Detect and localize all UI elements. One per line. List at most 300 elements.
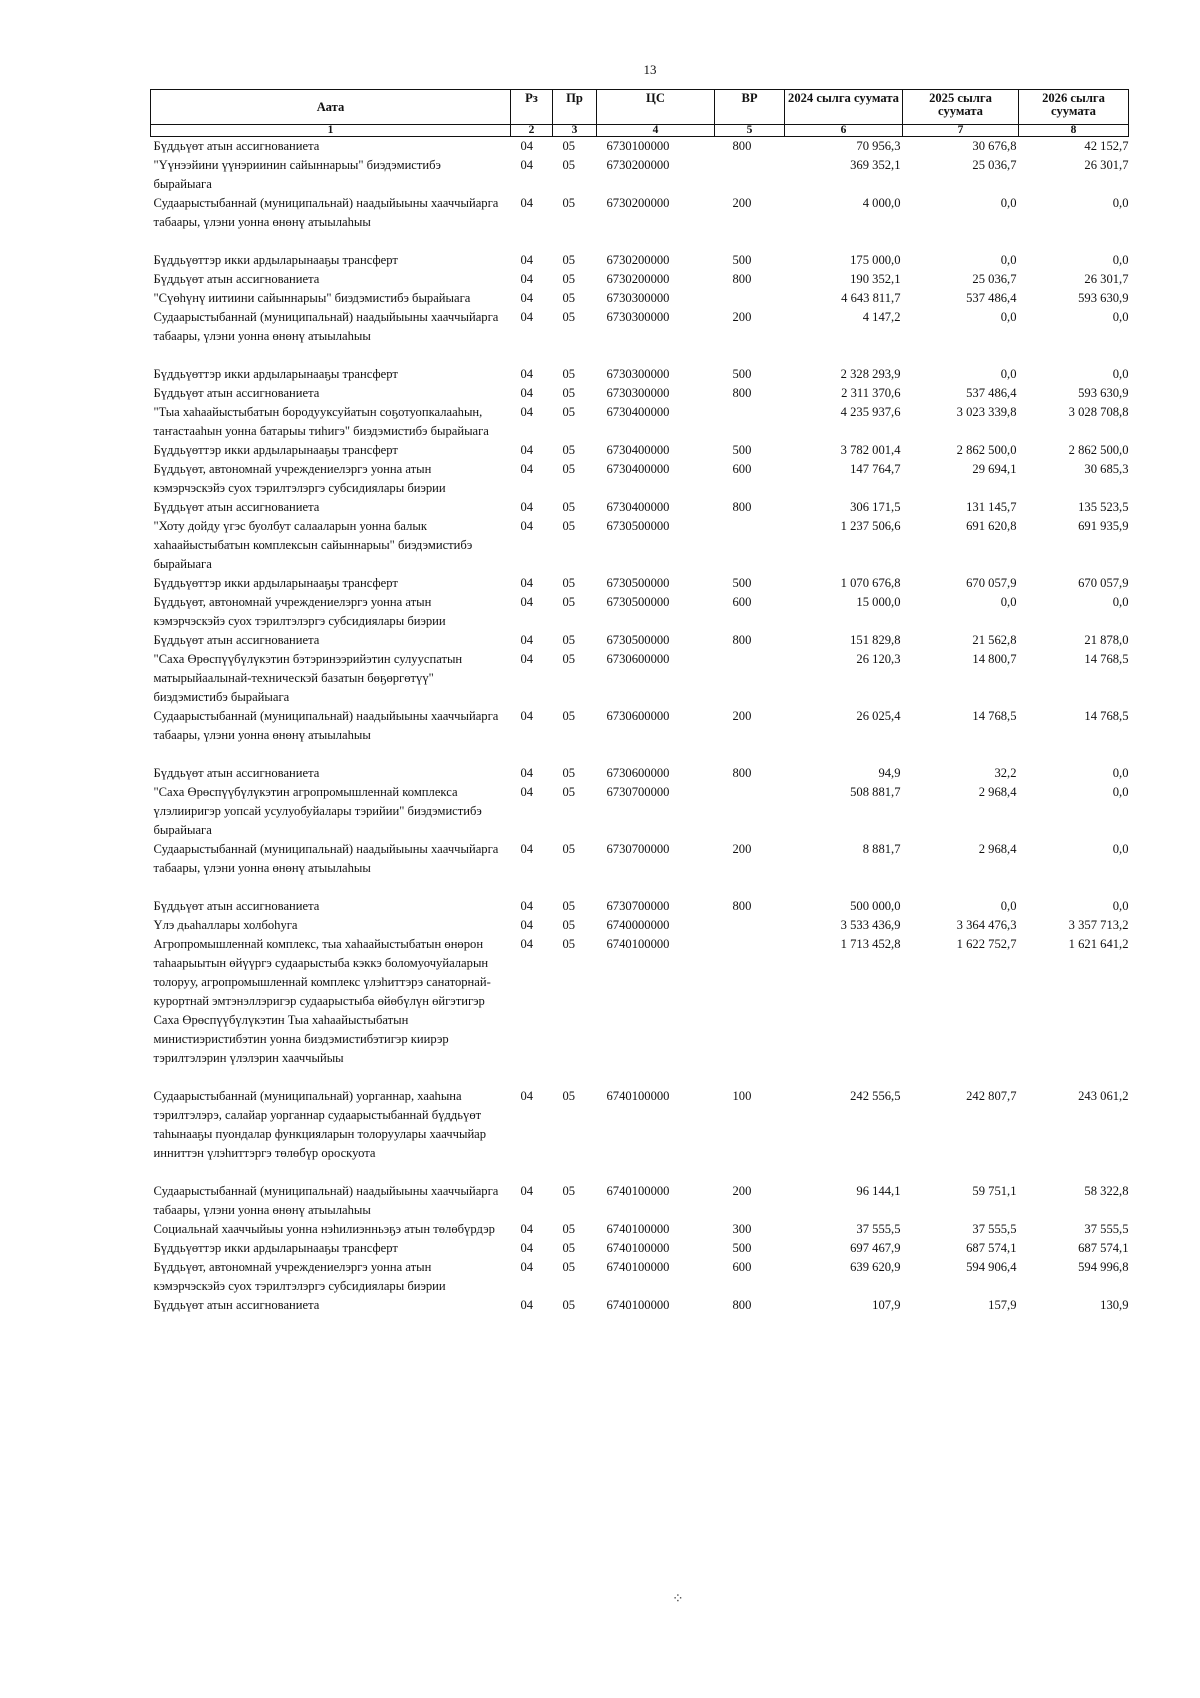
cell-rz: 04	[520, 158, 534, 172]
cell-2024: 4 235 937,6	[840, 405, 901, 419]
cell-2026: 37 555,5	[1084, 1222, 1129, 1236]
cell-2026: 135 523,5	[1078, 500, 1129, 514]
cell-pr: 05	[562, 139, 576, 153]
cell-vr: 200	[732, 1184, 752, 1198]
cell-name: "Сүөhүнү иитиини сайыннарыы" биэдэмистибэ бырайыага	[153, 291, 471, 305]
cell-cs: 6740000000	[606, 918, 670, 932]
cell-name: "Үүнээйини үүнэриинин сайыннарыы" биэдэмистибэ бырайыага	[153, 158, 441, 191]
cell-2025: 3 364 476,3	[956, 918, 1017, 932]
cell-vr: 500	[732, 253, 752, 267]
cell-2025: 14 800,7	[972, 652, 1017, 666]
cell-2026: 670 057,9	[1078, 576, 1129, 590]
table-row	[151, 707, 1129, 764]
cell-rz: 04	[520, 937, 534, 951]
column-header-2026: 2026 сылга суумата	[1019, 90, 1129, 125]
table-row	[151, 574, 1129, 593]
cell-vr: 800	[732, 1298, 752, 1312]
cell-rz: 04	[520, 386, 534, 400]
cell-vr: 800	[732, 633, 752, 647]
cell-rz: 04	[520, 1298, 534, 1312]
cell-vr	[715, 156, 785, 194]
table-row	[151, 137, 1129, 157]
cell-vr: 800	[732, 272, 752, 286]
table-row	[151, 289, 1129, 308]
cell-rz: 04	[520, 139, 534, 153]
cell-rz: 04	[520, 1260, 534, 1274]
cell-pr: 05	[562, 291, 576, 305]
cell-2024: 2 328 293,9	[840, 367, 901, 381]
cell-vr: 800	[732, 899, 752, 913]
cell-vr: 200	[732, 709, 752, 723]
cell-rz: 04	[520, 500, 534, 514]
cell-rz: 04	[520, 766, 534, 780]
table-row	[151, 1087, 1129, 1182]
cell-name: Бүддьүөт атын ассигнованиета	[153, 1298, 320, 1312]
column-header-vr: ВР	[715, 90, 785, 125]
cell-name: Бүддьүөт, автономнай учреждениелэргэ уонна атын кэмэрчэскэйэ суох тэрилтэлэргэ субсидиялары биэрии	[153, 595, 446, 628]
cell-name: "Саха Өрөспүүбүлүкэтин агропромышленнай комплекса үлэлииригэр уопсай усулуобуйалары тэрийии" биэдэмистибэ бырайыага	[153, 785, 482, 837]
cell-rz: 04	[520, 443, 534, 457]
column-header-cs: ЦС	[597, 90, 715, 125]
cell-pr: 05	[562, 576, 576, 590]
cell-2026: 0,0	[1112, 766, 1129, 780]
cell-rz: 04	[520, 405, 534, 419]
cell-2026: 14 768,5	[1084, 652, 1129, 666]
table-row	[151, 631, 1129, 650]
cell-2025: 14 768,5	[972, 709, 1017, 723]
cell-rz: 04	[520, 291, 534, 305]
cell-cs: 6730500000	[606, 633, 670, 647]
table-row	[151, 593, 1129, 631]
cell-2026: 0,0	[1112, 253, 1129, 267]
cell-vr	[715, 916, 785, 935]
column-header-name: Аата	[151, 90, 511, 125]
cell-vr: 200	[732, 842, 752, 856]
cell-2025: 2 862 500,0	[956, 443, 1017, 457]
cell-pr: 05	[562, 1298, 576, 1312]
cell-rz: 04	[520, 785, 534, 799]
cell-2025: 537 486,4	[966, 291, 1017, 305]
cell-rz: 04	[520, 842, 534, 856]
cell-vr	[715, 935, 785, 1087]
cell-vr	[715, 517, 785, 574]
cell-name: Бүддьүөт атын ассигнованиета	[153, 386, 320, 400]
cell-name: Бүддьүөт атын ассигнованиета	[153, 272, 320, 286]
table-row	[151, 935, 1129, 1087]
cell-cs: 6730200000	[606, 196, 670, 210]
cell-2025: 59 751,1	[972, 1184, 1017, 1198]
cell-2026: 3 357 713,2	[1068, 918, 1129, 932]
cell-cs: 6730100000	[606, 139, 670, 153]
cell-2026: 687 574,1	[1078, 1241, 1129, 1255]
cell-2024: 4 643 811,7	[841, 291, 901, 305]
cell-cs: 6740100000	[606, 1222, 670, 1236]
cell-2026: 26 301,7	[1084, 272, 1129, 286]
cell-2026: 0,0	[1112, 367, 1129, 381]
table-row	[151, 764, 1129, 783]
cell-vr: 200	[732, 310, 752, 324]
cell-pr: 05	[562, 1184, 576, 1198]
cell-rz: 04	[520, 310, 534, 324]
cell-name: Бүддьүөттэр икки ардыларынааҕы трансферт	[153, 576, 398, 590]
cell-2026: 243 061,2	[1078, 1089, 1129, 1103]
cell-2026: 0,0	[1112, 899, 1129, 913]
cell-pr: 05	[562, 785, 576, 799]
cell-pr: 05	[562, 405, 576, 419]
cell-name: Бүддьүөттэр икки ардыларынааҕы трансферт	[153, 443, 398, 457]
cell-2025: 29 694,1	[972, 462, 1017, 476]
cell-2026: 26 301,7	[1084, 158, 1129, 172]
cell-pr: 05	[562, 500, 576, 514]
column-number-row	[151, 125, 1129, 137]
budget-document	[150, 89, 1128, 1315]
cell-pr: 05	[562, 253, 576, 267]
cell-vr: 800	[732, 386, 752, 400]
cell-2026: 0,0	[1112, 785, 1129, 799]
cell-cs: 6730300000	[606, 310, 670, 324]
cell-rz: 04	[520, 1222, 534, 1236]
cell-pr: 05	[562, 595, 576, 609]
cell-name: Судаарыстыбаннай (муниципальнай) наадыйыыны хааччыйарга табаары, үлэни уонна өнөнү атыылаhыы	[153, 842, 499, 875]
cell-2025: 25 036,7	[972, 158, 1017, 172]
cell-2024: 70 956,3	[856, 139, 901, 153]
cell-name: Бүддьүөт атын ассигнованиета	[153, 500, 320, 514]
cell-vr: 200	[732, 196, 752, 210]
cell-name: Судаарыстыбаннай (муниципальнай) наадыйыыны хааччыйарга табаары, үлэни уонна өнөнү атыылаhыы	[153, 1184, 499, 1217]
table-header-row	[151, 90, 1129, 125]
cell-vr: 600	[732, 462, 752, 476]
cell-pr: 05	[562, 633, 576, 647]
cell-cs: 6730400000	[606, 443, 670, 457]
cell-name: Бүддьүөттэр икки ардыларынааҕы трансферт	[153, 367, 398, 381]
cell-name: Бүддьүөт, автономнай учреждениелэргэ уонна атын кэмэрчэскэйэ суох тэрилтэлэргэ субсидиялары биэрии	[153, 462, 446, 495]
cell-cs: 6740100000	[606, 1184, 670, 1198]
cell-2025: 242 807,7	[966, 1089, 1017, 1103]
cell-2025: 0,0	[1000, 310, 1017, 324]
cell-rz: 04	[520, 272, 534, 286]
cell-2024: 697 467,9	[850, 1241, 901, 1255]
cell-2026: 42 152,7	[1084, 139, 1129, 153]
cell-rz: 04	[520, 1184, 534, 1198]
cell-pr: 05	[562, 1089, 576, 1103]
cell-rz: 04	[520, 462, 534, 476]
cell-vr: 500	[732, 1241, 752, 1255]
column-number: 1	[151, 125, 511, 137]
cell-vr: 100	[732, 1089, 752, 1103]
cell-pr: 05	[562, 766, 576, 780]
cell-name: Агропромышленнай комплекс, тыа хаhаайыстыбатын өнөрон таhаарыытын өйүүргэ судаарыстыба кэккэ боломуочуйаларын толоруу, агропромышленнай комплекс үлэhиттэрэ санаторнай-курортнай эмтэнэллэригэр судаарыстыба өйөбүлүн өйгэтигэр Саха Өрөспүүбүлүкэтин Тыа хаhаайыстыбатын министиэристибэтин уонна биэдэмистибэтигэр киирэр тэрилтэлэрин үлэлэрин хааччыйыы	[153, 937, 491, 1065]
cell-pr: 05	[562, 842, 576, 856]
cell-vr: 600	[732, 1260, 752, 1274]
cell-2026: 0,0	[1112, 196, 1129, 210]
cell-2024: 639 620,9	[850, 1260, 901, 1274]
cell-cs: 6730500000	[606, 519, 670, 533]
table-row	[151, 194, 1129, 251]
cell-2026: 2 862 500,0	[1068, 443, 1129, 457]
cell-2025: 537 486,4	[966, 386, 1017, 400]
page-number: 13	[643, 62, 657, 77]
cell-cs: 6730500000	[606, 595, 670, 609]
cell-rz: 04	[520, 1089, 534, 1103]
cell-vr: 500	[732, 443, 752, 457]
cell-vr	[715, 650, 785, 707]
cell-2024: 175 000,0	[850, 253, 901, 267]
table-row	[151, 1239, 1129, 1258]
cell-cs: 6730300000	[606, 291, 670, 305]
cell-vr: 500	[732, 367, 752, 381]
cell-2025: 37 555,5	[972, 1222, 1017, 1236]
cell-2024: 508 881,7	[850, 785, 901, 799]
cell-2024: 369 352,1	[850, 158, 901, 172]
cell-vr	[715, 783, 785, 840]
cell-pr: 05	[562, 386, 576, 400]
cell-2025: 691 620,8	[966, 519, 1017, 533]
cell-2024: 37 555,5	[856, 1222, 901, 1236]
cell-pr: 05	[562, 272, 576, 286]
cell-pr: 05	[562, 196, 576, 210]
cell-vr: 800	[732, 500, 752, 514]
cell-2026: 593 630,9	[1078, 386, 1129, 400]
cell-2024: 2 311 370,6	[841, 386, 901, 400]
cell-2026: 14 768,5	[1084, 709, 1129, 723]
column-number: 8	[1019, 125, 1129, 137]
cell-name: Социальнай хааччыйыы уонна нэhилиэнньэҕэ атын төлөбүрдэр	[153, 1222, 495, 1236]
cell-vr: 600	[732, 595, 752, 609]
column-number: 5	[715, 125, 785, 137]
cell-2024: 107,9	[872, 1298, 901, 1312]
cell-name: Бүддьүөттэр икки ардыларынааҕы трансферт	[153, 253, 398, 267]
cell-pr: 05	[562, 367, 576, 381]
cell-cs: 6730700000	[606, 842, 670, 856]
table-body	[151, 137, 1129, 1316]
cell-cs: 6740100000	[606, 937, 670, 951]
cell-pr: 05	[562, 899, 576, 913]
cell-cs: 6740100000	[606, 1241, 670, 1255]
cell-rz: 04	[520, 519, 534, 533]
cell-pr: 05	[562, 1222, 576, 1236]
cell-rz: 04	[520, 709, 534, 723]
cell-pr: 05	[562, 1260, 576, 1274]
cell-2024: 151 829,8	[850, 633, 901, 647]
table-row	[151, 916, 1129, 935]
table-row	[151, 1220, 1129, 1239]
cell-2024: 15 000,0	[856, 595, 901, 609]
column-header-2025: 2025 сылга суумата	[903, 90, 1019, 125]
column-number: 2	[511, 125, 553, 137]
cell-2024: 8 881,7	[862, 842, 901, 856]
cell-2025: 2 968,4	[978, 842, 1017, 856]
cell-2025: 32,2	[994, 766, 1017, 780]
cell-2026: 593 630,9	[1078, 291, 1129, 305]
cell-name: Судаарыстыбаннай (муниципальнай) наадыйыыны хааччыйарга табаары, үлэни уонна өнөнү атыылаhыы	[153, 196, 499, 229]
cell-2024: 190 352,1	[850, 272, 901, 286]
cell-name: "Саха Өрөспүүбүлүкэтин бэтэринээрийэтин сулууспатын матырыйаалынай-техническэй базатын бөҕөргөтүү" биэдэмистибэ бырайыага	[153, 652, 463, 704]
cell-cs: 6730700000	[606, 899, 670, 913]
column-number: 7	[903, 125, 1019, 137]
cell-cs: 6730300000	[606, 386, 670, 400]
table-row	[151, 156, 1129, 194]
cell-cs: 6730600000	[606, 652, 670, 666]
table-row	[151, 783, 1129, 840]
cell-2024: 306 171,5	[850, 500, 901, 514]
table-row	[151, 441, 1129, 460]
cell-vr	[715, 289, 785, 308]
cell-cs: 6730700000	[606, 785, 670, 799]
column-header-rz: Рз	[511, 90, 553, 125]
cell-name: "Хоту дойду үгэс буолбут салааларын уонна балык хаhаайыстыбатын комплексын сайыннарыы" биэдэмистибэ бырайыага	[153, 519, 473, 571]
cell-name: Бүддьүөт атын ассигнованиета	[153, 899, 320, 913]
cell-2025: 25 036,7	[972, 272, 1017, 286]
cell-rz: 04	[520, 652, 534, 666]
cell-2025: 131 145,7	[966, 500, 1017, 514]
cell-2025: 3 023 339,8	[956, 405, 1017, 419]
cell-cs: 6730400000	[606, 500, 670, 514]
cell-rz: 04	[520, 633, 534, 647]
cell-2024: 1 070 676,8	[840, 576, 901, 590]
table-row	[151, 308, 1129, 365]
cell-2024: 1 713 452,8	[840, 937, 901, 951]
cell-cs: 6730200000	[606, 158, 670, 172]
cell-rz: 04	[520, 1241, 534, 1255]
cell-name: "Тыа хаhаайыстыбатын бородууксуйатын соҕотуопкалааhын, таҥастааhын уонна батарыы тиhигэ" биэдэмистибэ бырайыага	[153, 405, 489, 438]
cell-cs: 6730300000	[606, 367, 670, 381]
cell-pr: 05	[562, 158, 576, 172]
cell-2026: 594 996,8	[1078, 1260, 1129, 1274]
cell-rz: 04	[520, 367, 534, 381]
cell-2026: 58 322,8	[1084, 1184, 1129, 1198]
cell-pr: 05	[562, 1241, 576, 1255]
cell-pr: 05	[562, 443, 576, 457]
cell-pr: 05	[562, 652, 576, 666]
table-row	[151, 1182, 1129, 1220]
cell-name: Үлэ дьаhаллары холбоhуга	[153, 918, 298, 932]
cell-cs: 6740100000	[606, 1089, 670, 1103]
cell-2025: 21 562,8	[972, 633, 1017, 647]
cell-rz: 04	[520, 576, 534, 590]
table-row	[151, 517, 1129, 574]
cell-2025: 670 057,9	[966, 576, 1017, 590]
cell-cs: 6730600000	[606, 709, 670, 723]
cell-name: Бүддьүөт атын ассигнованиета	[153, 766, 320, 780]
cell-2024: 3 533 436,9	[840, 918, 901, 932]
cell-name: Судаарыстыбаннай (муниципальнай) уорганнар, хааhына тэрилтэлэрэ, салайар уорганнар судаарыстыбаннай бүддьүөт таhынааҕы пуондалар функцияларын толоруулары хааччыйар инниттэн үлэhиттэргэ төлөбүр ороскуота	[153, 1089, 487, 1160]
table-row	[151, 897, 1129, 916]
cell-cs: 6730600000	[606, 766, 670, 780]
cell-2024: 4 000,0	[862, 196, 901, 210]
cell-2024: 94,9	[878, 766, 901, 780]
cell-name: Бүддьүөт атын ассигнованиета	[153, 139, 320, 153]
cell-2024: 1 237 506,6	[840, 519, 901, 533]
column-number: 6	[785, 125, 903, 137]
cell-cs: 6730200000	[606, 272, 670, 286]
cell-pr: 05	[562, 519, 576, 533]
cell-2025: 687 574,1	[966, 1241, 1017, 1255]
cell-vr: 800	[732, 766, 752, 780]
cell-pr: 05	[562, 918, 576, 932]
cell-pr: 05	[562, 310, 576, 324]
cell-2025: 0,0	[1000, 367, 1017, 381]
cell-2026: 0,0	[1112, 595, 1129, 609]
cell-2025: 0,0	[1000, 253, 1017, 267]
cell-rz: 04	[520, 196, 534, 210]
cell-cs: 6730500000	[606, 576, 670, 590]
cell-name: Бүддьүөттэр икки ардыларынааҕы трансферт	[153, 1241, 398, 1255]
cell-rz: 04	[520, 595, 534, 609]
table-row	[151, 251, 1129, 270]
column-number: 3	[553, 125, 597, 137]
cell-name: Судаарыстыбаннай (муниципальнай) наадыйыыны хааччыйарга табаары, үлэни уонна өнөнү атыылаhыы	[153, 310, 499, 343]
cell-2026: 691 935,9	[1078, 519, 1129, 533]
cell-2025: 30 676,8	[972, 139, 1017, 153]
cell-2026: 30 685,3	[1084, 462, 1129, 476]
table-row	[151, 384, 1129, 403]
table-row	[151, 840, 1129, 897]
cell-2025: 0,0	[1000, 595, 1017, 609]
budget-table	[150, 89, 1129, 1315]
table-row	[151, 1258, 1129, 1296]
column-number: 4	[597, 125, 715, 137]
cell-rz: 04	[520, 899, 534, 913]
cell-name: Бүддьүөт атын ассигнованиета	[153, 633, 320, 647]
cell-2024: 26 120,3	[856, 652, 901, 666]
table-row	[151, 403, 1129, 441]
cell-name: Судаарыстыбаннай (муниципальнай) наадыйыыны хааччыйарга табаары, үлэни уонна өнөнү атыылаhыы	[153, 709, 499, 742]
cell-cs: 6730400000	[606, 462, 670, 476]
cell-cs: 6740100000	[606, 1260, 670, 1274]
cell-2026: 0,0	[1112, 842, 1129, 856]
cell-pr: 05	[562, 462, 576, 476]
table-row	[151, 498, 1129, 517]
cell-2024: 147 764,7	[850, 462, 901, 476]
cell-name: Бүддьүөт, автономнай учреждениелэргэ уонна атын кэмэрчэскэйэ суох тэрилтэлэргэ субсидиялары биэрии	[153, 1260, 446, 1293]
table-row	[151, 460, 1129, 498]
cell-2026: 0,0	[1112, 310, 1129, 324]
cell-cs: 6730400000	[606, 405, 670, 419]
cell-2025: 594 906,4	[966, 1260, 1017, 1274]
cell-2026: 21 878,0	[1084, 633, 1129, 647]
cell-vr: 500	[732, 576, 752, 590]
cell-vr: 800	[732, 139, 752, 153]
cell-2024: 500 000,0	[850, 899, 901, 913]
cell-2024: 3 782 001,4	[840, 443, 901, 457]
cell-cs: 6730200000	[606, 253, 670, 267]
cell-2026: 1 621 641,2	[1068, 937, 1129, 951]
cell-2026: 130,9	[1100, 1298, 1129, 1312]
scan-speck: ⁘	[672, 1592, 684, 1607]
cell-rz: 04	[520, 253, 534, 267]
cell-2024: 26 025,4	[856, 709, 901, 723]
cell-2025: 0,0	[1000, 196, 1017, 210]
table-row	[151, 1296, 1129, 1315]
cell-pr: 05	[562, 937, 576, 951]
column-header-pr: Пр	[553, 90, 597, 125]
table-row	[151, 650, 1129, 707]
cell-2026: 3 028 708,8	[1068, 405, 1129, 419]
cell-vr	[715, 403, 785, 441]
table-row	[151, 365, 1129, 384]
table-row	[151, 270, 1129, 289]
cell-2024: 96 144,1	[856, 1184, 901, 1198]
cell-2025: 1 622 752,7	[956, 937, 1017, 951]
cell-pr: 05	[562, 709, 576, 723]
cell-cs: 6740100000	[606, 1298, 670, 1312]
column-header-2024: 2024 сылга суумата	[785, 90, 903, 125]
cell-2024: 242 556,5	[850, 1089, 901, 1103]
cell-2025: 0,0	[1000, 899, 1017, 913]
cell-rz: 04	[520, 918, 534, 932]
cell-2024: 4 147,2	[862, 310, 901, 324]
cell-vr: 300	[732, 1222, 752, 1236]
